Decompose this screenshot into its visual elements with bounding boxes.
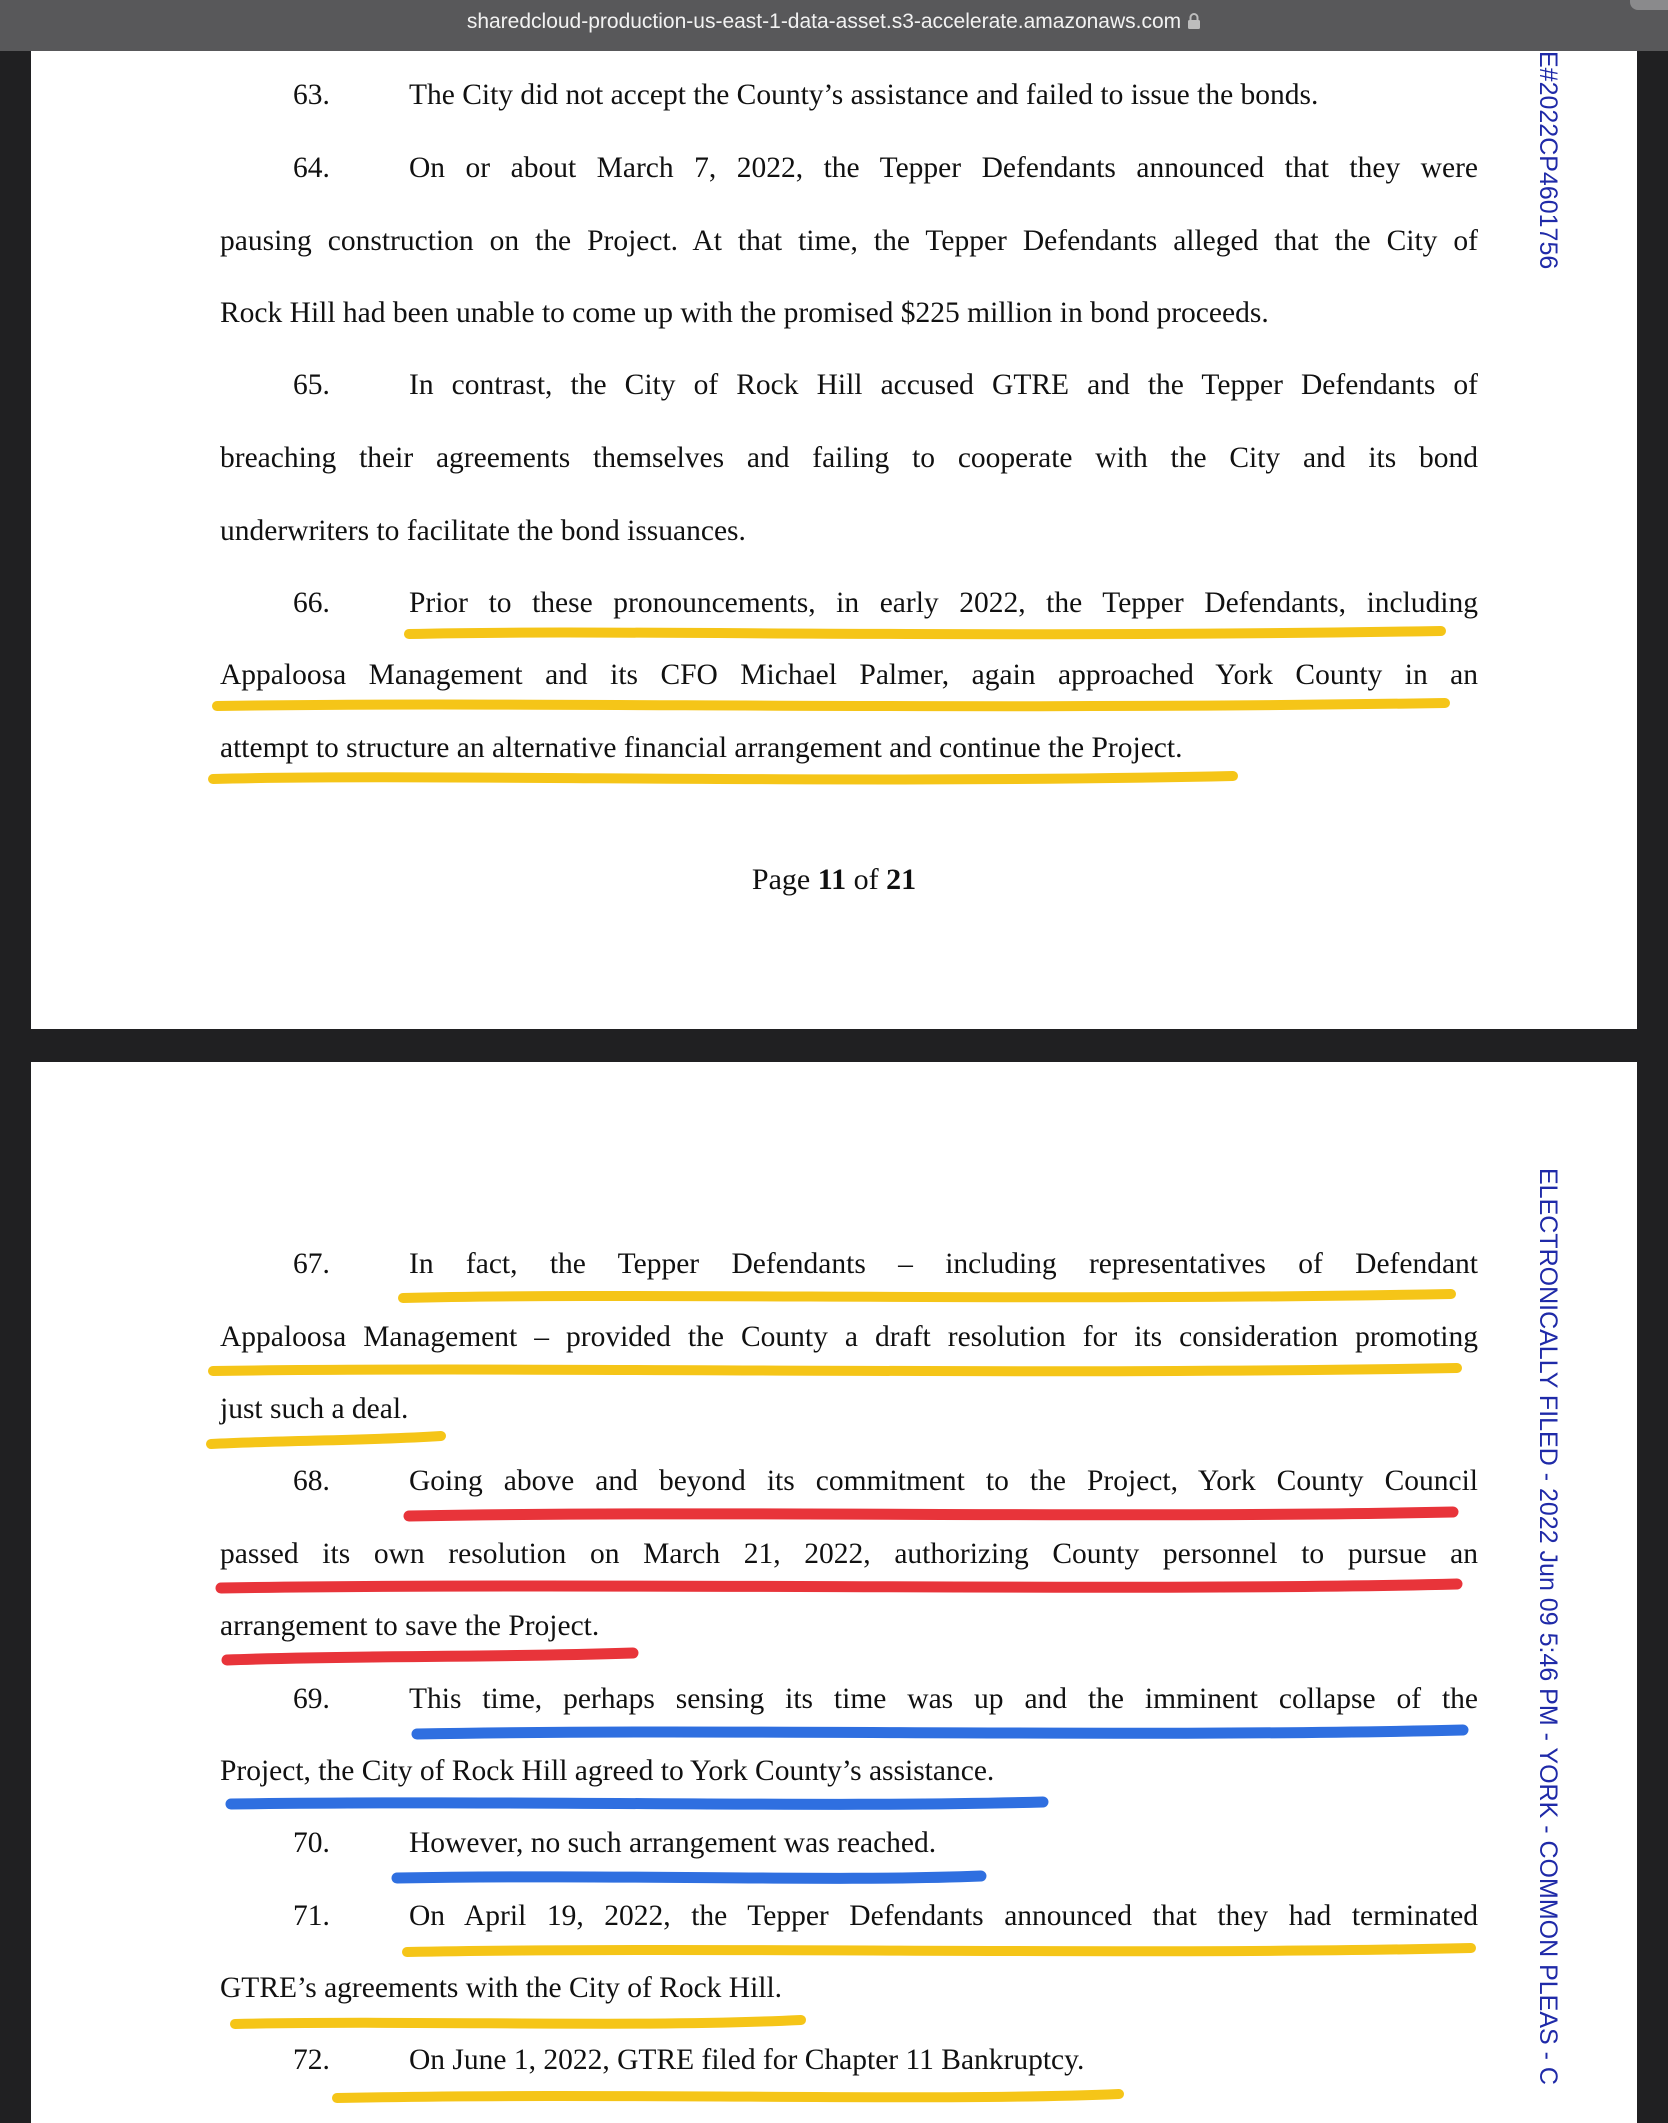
yellow-underline [409,631,1441,634]
yellow-underline [403,1294,1451,1298]
lock-icon [1187,2,1201,46]
paragraph-line: pausing construction on the Project. At that time, the Tepper Defendants alleged that the City of [220,225,1478,257]
paragraph-line: attempt to structure an alternative financial arrangement and continue the Project. [220,732,1183,764]
paragraph-number: 72. [293,2044,330,2076]
window-corner-control[interactable] [1630,0,1668,10]
paragraph-line: arrangement to save the Project. [220,1610,600,1642]
paragraph-line: On or about March 7, 2022, the Tepper Defendants announced that they were [409,152,1478,184]
paragraph-line: Project, the City of Rock Hill agreed to York County’s assistance. [220,1755,995,1787]
paragraph-number: 65. [293,369,330,401]
paragraph-line: In contrast, the City of Rock Hill accused GTRE and the Tepper Defendants of [409,369,1478,401]
paragraph-line: underwriters to facilitate the bond issuances. [220,515,746,547]
paragraph-line: On April 19, 2022, the Tepper Defendants announced that they had terminated [409,1900,1478,1932]
yellow-underline [217,703,1445,706]
blue-underline [397,1876,981,1878]
paragraph-line: Going above and beyond its commitment to the Project, York County Council [409,1465,1478,1497]
paragraph-number: 69. [293,1683,330,1715]
paragraph-number: 66. [293,587,330,619]
paragraph-line: On June 1, 2022, GTRE filed for Chapter 11 Bankruptcy. [409,2044,1085,2076]
paragraph-line: just such a deal. [220,1393,409,1425]
red-underline [227,1653,633,1660]
document-page-11 [31,51,1637,1029]
paragraph-line: The City did not accept the County’s assistance and failed to issue the bonds. [409,79,1319,111]
paragraph-line: This time, perhaps sensing its time was up and the imminent collapse of the [409,1683,1478,1715]
yellow-underline [213,776,1233,779]
red-underline [221,1584,1457,1588]
paragraph-line: Appaloosa Management – provided the County a draft resolution for its consideration promoting [220,1321,1478,1353]
document-page-12 [31,1062,1637,2123]
yellow-underline [337,2094,1119,2098]
paragraph-number: 68. [293,1465,330,1497]
paragraph-line: However, no such arrangement was reached. [409,1827,937,1859]
page-number-footer: Page 11 of 21 [751,863,917,896]
paragraph-line: Prior to these pronouncements, in early 2022, the Tepper Defendants, including [409,587,1478,619]
browser-url-bar[interactable] [0,0,1668,51]
paragraph-number: 70. [293,1827,330,1859]
blue-underline [231,1802,1043,1804]
paragraph-line: Appaloosa Management and its CFO Michael Palmer, again approached York County in an [220,659,1478,691]
page2-highlight-marks [31,1062,1637,2123]
paragraph-number: 67. [293,1248,330,1280]
yellow-underline [407,1948,1471,1952]
yellow-underline [211,1436,441,1444]
yellow-underline [213,1368,1457,1371]
paragraph-line: In fact, the Tepper Defendants – including representatives of Defendant [409,1248,1478,1280]
paragraph-line: passed its own resolution on March 21, 2022, authorizing County personnel to pursue an [220,1538,1478,1570]
paragraph-number: 71. [293,1900,330,1932]
url-text[interactable]: sharedcloud-production-us-east-1-data-asset.s3-accelerate.amazonaws.com [466,10,1182,33]
blue-underline [417,1730,1463,1734]
paragraph-line: breaching their agreements themselves and failing to cooperate with the City and its bond [220,442,1478,474]
filing-stamp-bottom: ELECTRONICALLY FILED - 2022 Jun 09 5:46 PM - YORK - COMMON PLEAS - C [1534,1168,1562,2085]
yellow-underline [235,2020,801,2024]
paragraph-line: Rock Hill had been unable to come up with the promised $225 million in bond proceeds. [220,297,1269,329]
paragraph-number: 63. [293,79,330,111]
filing-stamp-top: E#2022CP4601756 [1534,51,1562,270]
red-underline [409,1512,1453,1516]
paragraph-line: GTRE’s agreements with the City of Rock Hill. [220,1972,783,2004]
paragraph-number: 64. [293,152,330,184]
